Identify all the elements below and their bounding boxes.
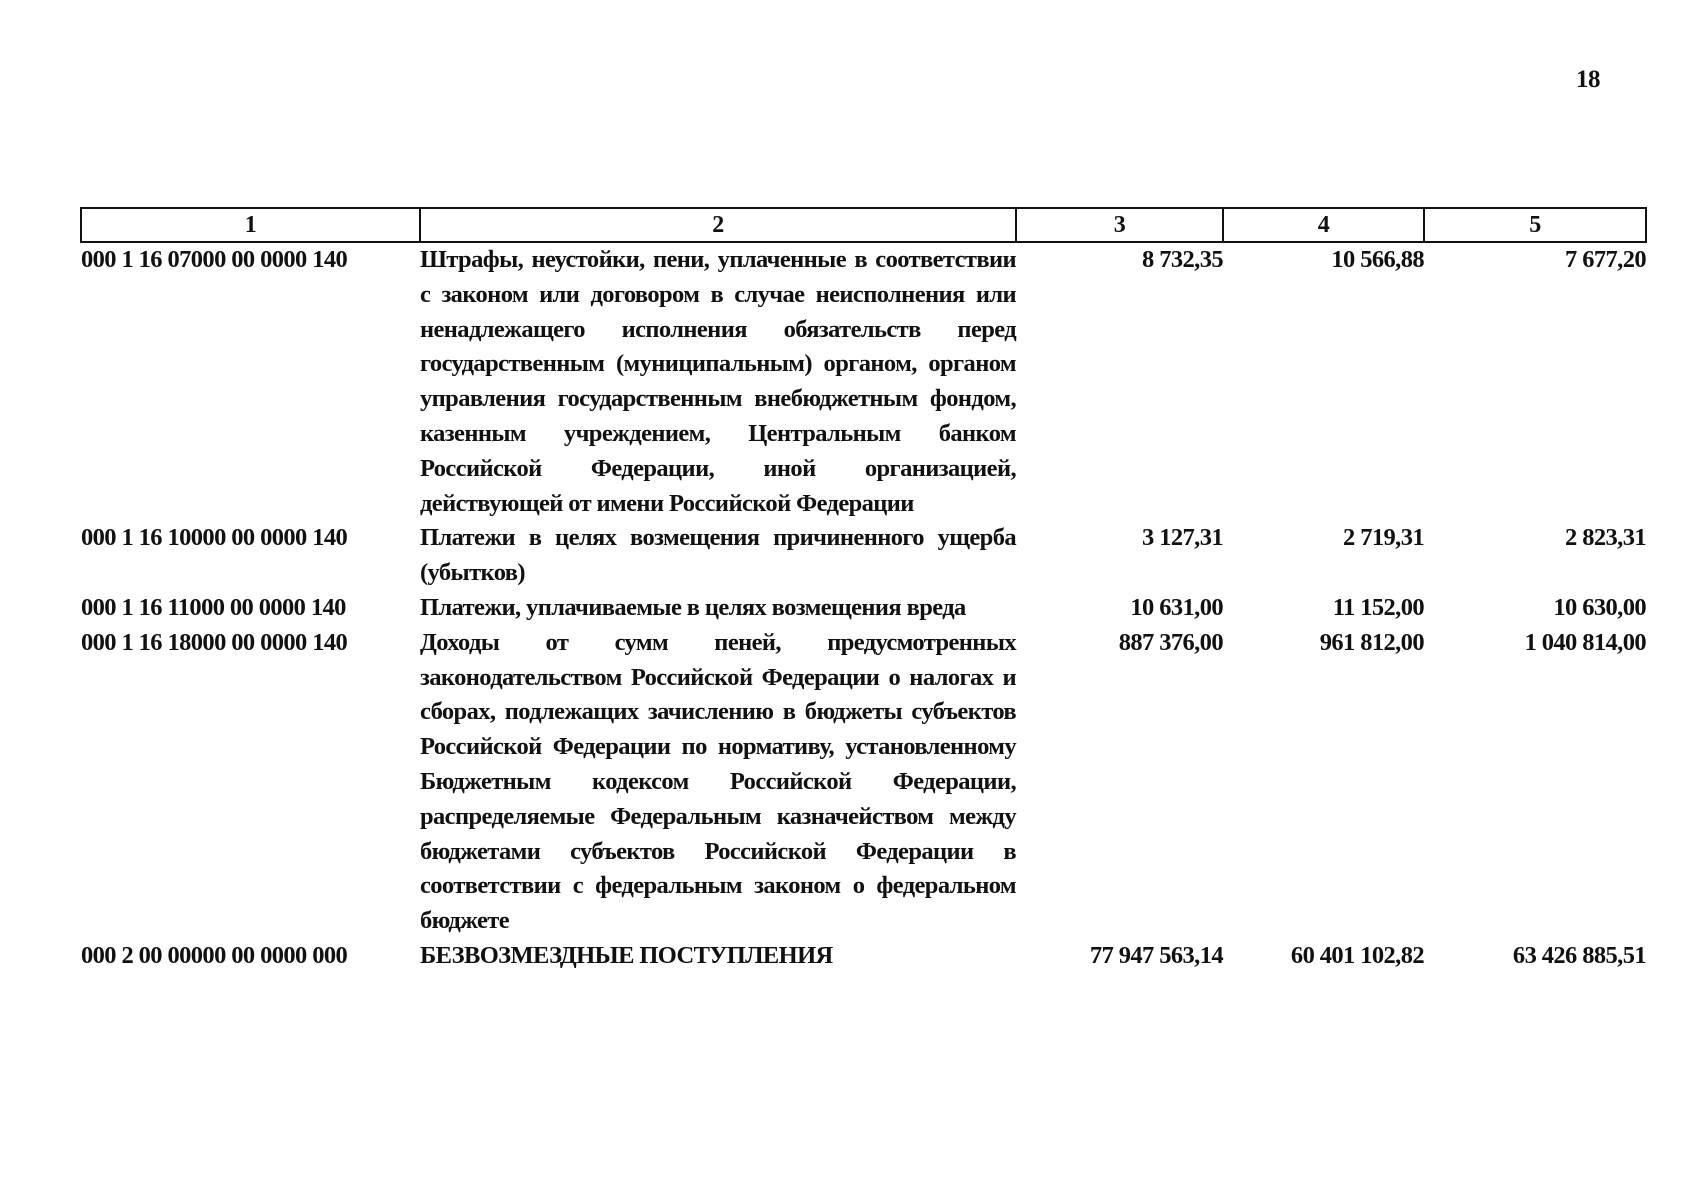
budget-code: 000 1 16 10000 00 0000 140 [81,524,348,552]
header-col-3: 3 [1016,208,1223,242]
table-row [81,591,1646,626]
table-header-row [81,208,1646,242]
amount-col-3: 3 127,31 [1142,524,1223,552]
income-description: Платежи, уплачиваемые в целях возмещения вреда [420,593,966,621]
amount-col-4: 10 566,88 [1331,246,1424,273]
header-col-1: 1 [81,208,420,242]
budget-code: 000 1 16 07000 00 0000 140 [81,246,348,273]
budget-code: 000 1 16 11000 00 0000 140 [81,593,346,621]
table-row [81,242,1646,521]
amount-col-5: 7 677,20 [1565,246,1646,273]
header-col-5: 5 [1424,208,1646,242]
amount-col-4: 961 812,00 [1319,628,1424,656]
amount-col-3: 8 732,35 [1142,246,1223,273]
amount-col-3: 887 376,00 [1118,628,1223,656]
budget-table [80,207,1647,974]
amount-col-3: 10 631,00 [1130,593,1223,621]
table-row [81,626,1646,939]
table-row [81,521,1646,591]
income-description: Платежи в целях возмещения причиненного ущерба (убытков) [420,524,1016,587]
header-col-4: 4 [1223,208,1424,242]
amount-col-5: 63 426 885,51 [1512,941,1646,969]
page-number: 18 [1576,66,1600,93]
amount-col-4: 2 719,31 [1343,524,1424,552]
table-row [81,939,1646,974]
amount-col-5: 2 823,31 [1565,524,1646,552]
amount-col-5: 10 630,00 [1553,593,1646,621]
amount-col-4: 11 152,00 [1332,593,1424,621]
income-description: Доходы от сумм пеней, предусмотренных законодательством Российской Федерации о налогах и сборах, подлежащих зачислению в бюджеты субъектов Российской Федерации по нормативу, установленному Бюджетным кодексом Российской Федерации, распределяемые Федеральным казначейством между бюджетами субъектов Российской Федерации в соответствии с федеральным законом о федеральном бюджете [420,628,1016,935]
header-col-2: 2 [420,208,1016,242]
amount-col-5: 1 040 814,00 [1524,628,1646,656]
income-description: БЕЗВОЗМЕЗДНЫЕ ПОСТУПЛЕНИЯ [420,941,833,969]
amount-col-3: 77 947 563,14 [1089,941,1223,969]
budget-code: 000 2 00 00000 00 0000 000 [81,941,348,969]
budget-code: 000 1 16 18000 00 0000 140 [81,628,348,656]
income-description: Штрафы, неустойки, пени, уплаченные в соответствии с законом или договором в случае неисполнения или ненадлежащего исполнения обязательств перед государственным (муниципальным) органом, органом управления государственным внебюджетным фондом, казенным учреждением, Центральным банком Российской Федерации, иной организацией, действующей от имени Российской Федерации [420,246,1016,517]
amount-col-4: 60 401 102,82 [1290,941,1424,969]
